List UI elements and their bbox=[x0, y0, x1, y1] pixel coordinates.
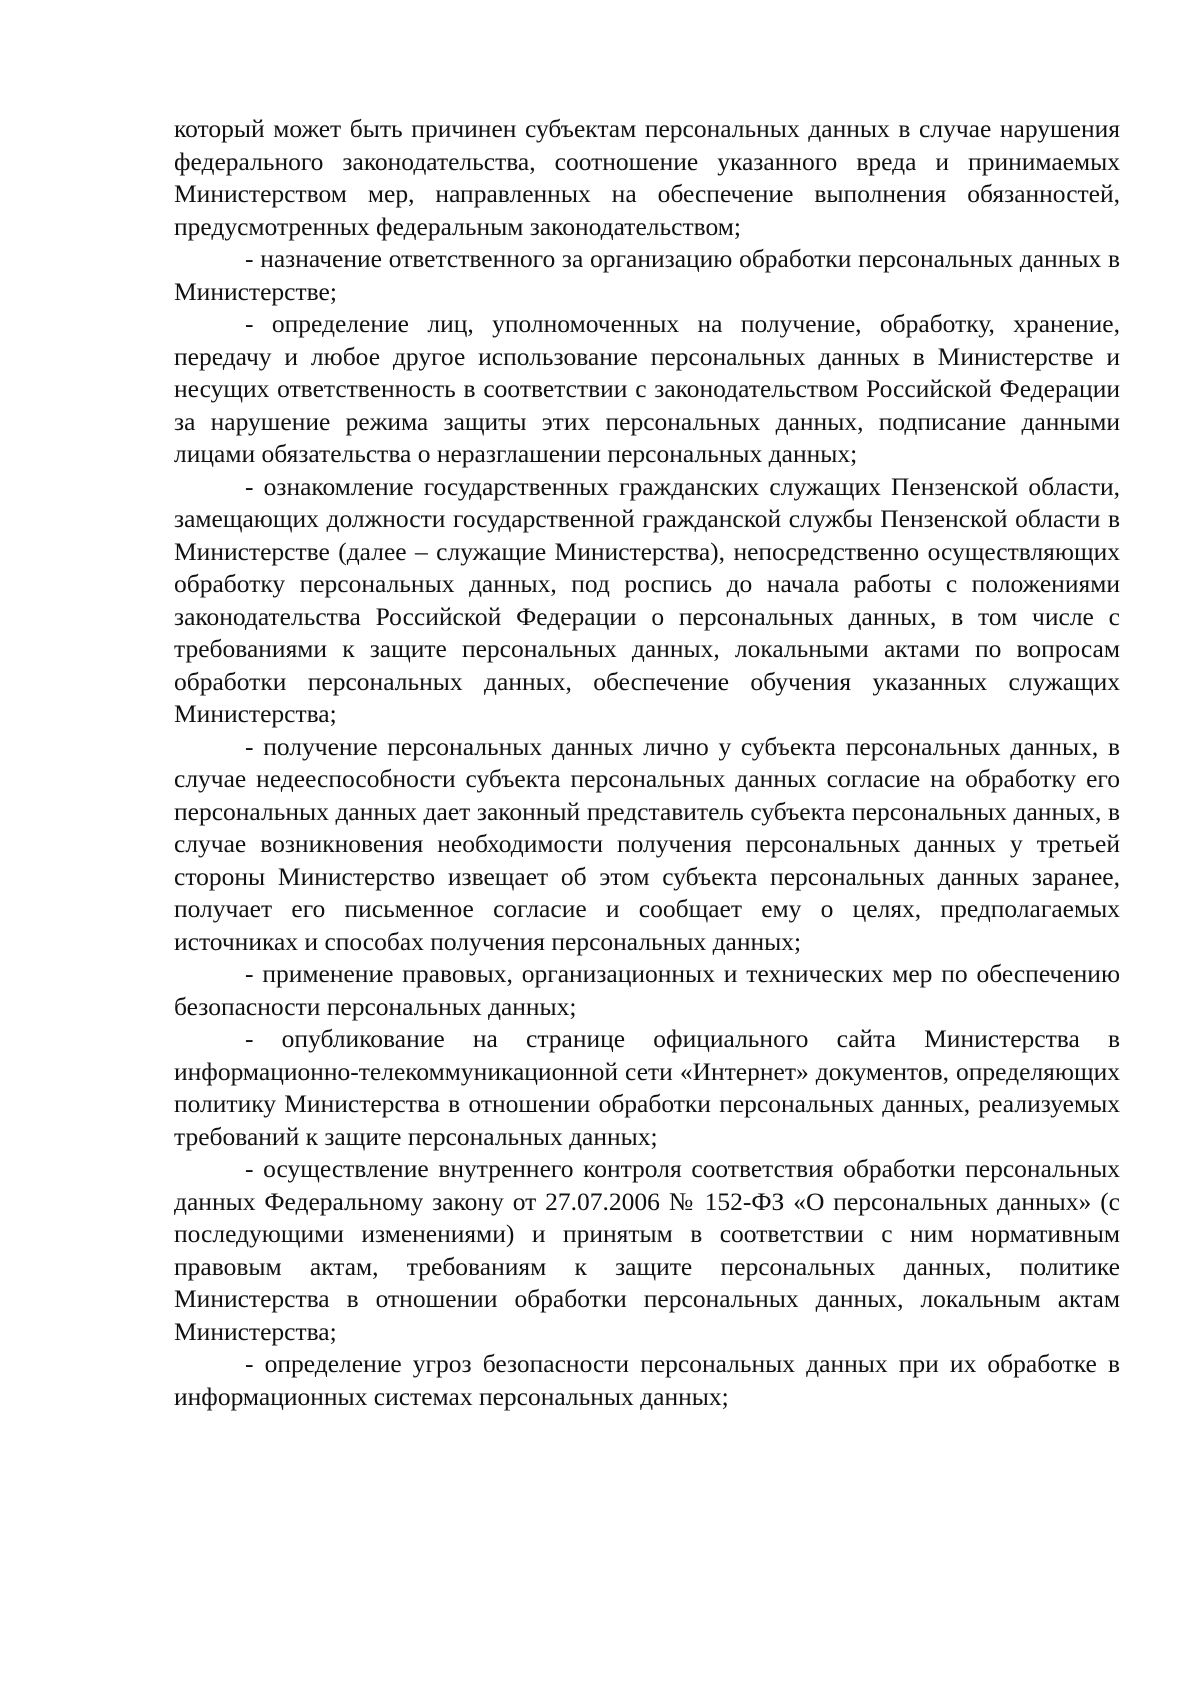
list-item-data-collection: - получение персональных данных лично у субъекта персональных данных, в случае недееспособности субъекта персональных данных согласие на обработку его персональных данных дает законный представитель субъекта персональных данных, в случае возникновения необходимости получения персональных данных у третьей стороны Министерство извещает об этом субъекта персональных данных заранее, получает его письменное согласие и сообщает ему о целях, предполагаемых источниках и способах получения персональных данных; bbox=[174, 731, 1120, 956]
list-item-internal-control: - осуществление внутреннего контроля соответствия обработки персональных данных Федеральному закону от 27.07.2006 № 152-ФЗ «О персональных данных» (с последующими изменениями) и принятым в соответствии с ним нормативным правовым актам, требованиям к защите персональных данных, политике Министерства в отношении обработки персональных данных, локальным актам Министерства; bbox=[174, 1154, 1120, 1346]
list-item-staff-familiarization: - ознакомление государственных гражданских служащих Пензенской области, замещающих должности государственной гражданской службы Пензенской области в Министерстве (далее – служащие Министерства), непосредственно осуществляющих обработку персональных данных, под роспись до начала работы с положениями законодательства Российской Федерации о персональных данных, в том числе с требованиями к защите персональных данных, локальными актами по вопросам обработки персональных данных, обеспечение обучения указанных служащих Министерства; bbox=[174, 471, 1120, 728]
list-item-threat-assessment: - определение угроз безопасности персональных данных при их обработке в информационных системах персональных данных; bbox=[174, 1349, 1120, 1411]
list-item-policy-publication: - опубликование на странице официального сайта Министерства в информационно-телекоммуникационной сети «Интернет» документов, определяющих политику Министерства в отношении обработки персональных данных, реализуемых требований к защите персональных данных; bbox=[174, 1024, 1120, 1151]
paragraph-continuation: который может быть причинен субъектам персональных данных в случае нарушения федерального законодательства, соотношение указанного вреда и принимаемых Министерством мер, направленных на обеспечение выполнения обязанностей, предусмотренных федеральным законодательством; bbox=[174, 114, 1120, 241]
list-item-authorized-persons: - определение лиц, уполномоченных на получение, обработку, хранение, передачу и любое другое использование персональных данных в Министерстве и несущих ответственность в соответствии с законодательством Российской Федерации за нарушение режима защиты этих персональных данных, подписание данными лицами обязательства о неразглашении персональных данных; bbox=[174, 309, 1120, 468]
document-page bbox=[174, 113, 1120, 1413]
list-item-responsible-appointment: - назначение ответственного за организацию обработки персональных данных в Министерстве; bbox=[174, 244, 1120, 306]
list-item-security-measures: - применение правовых, организационных и технических мер по обеспечению безопасности персональных данных; bbox=[174, 959, 1120, 1021]
